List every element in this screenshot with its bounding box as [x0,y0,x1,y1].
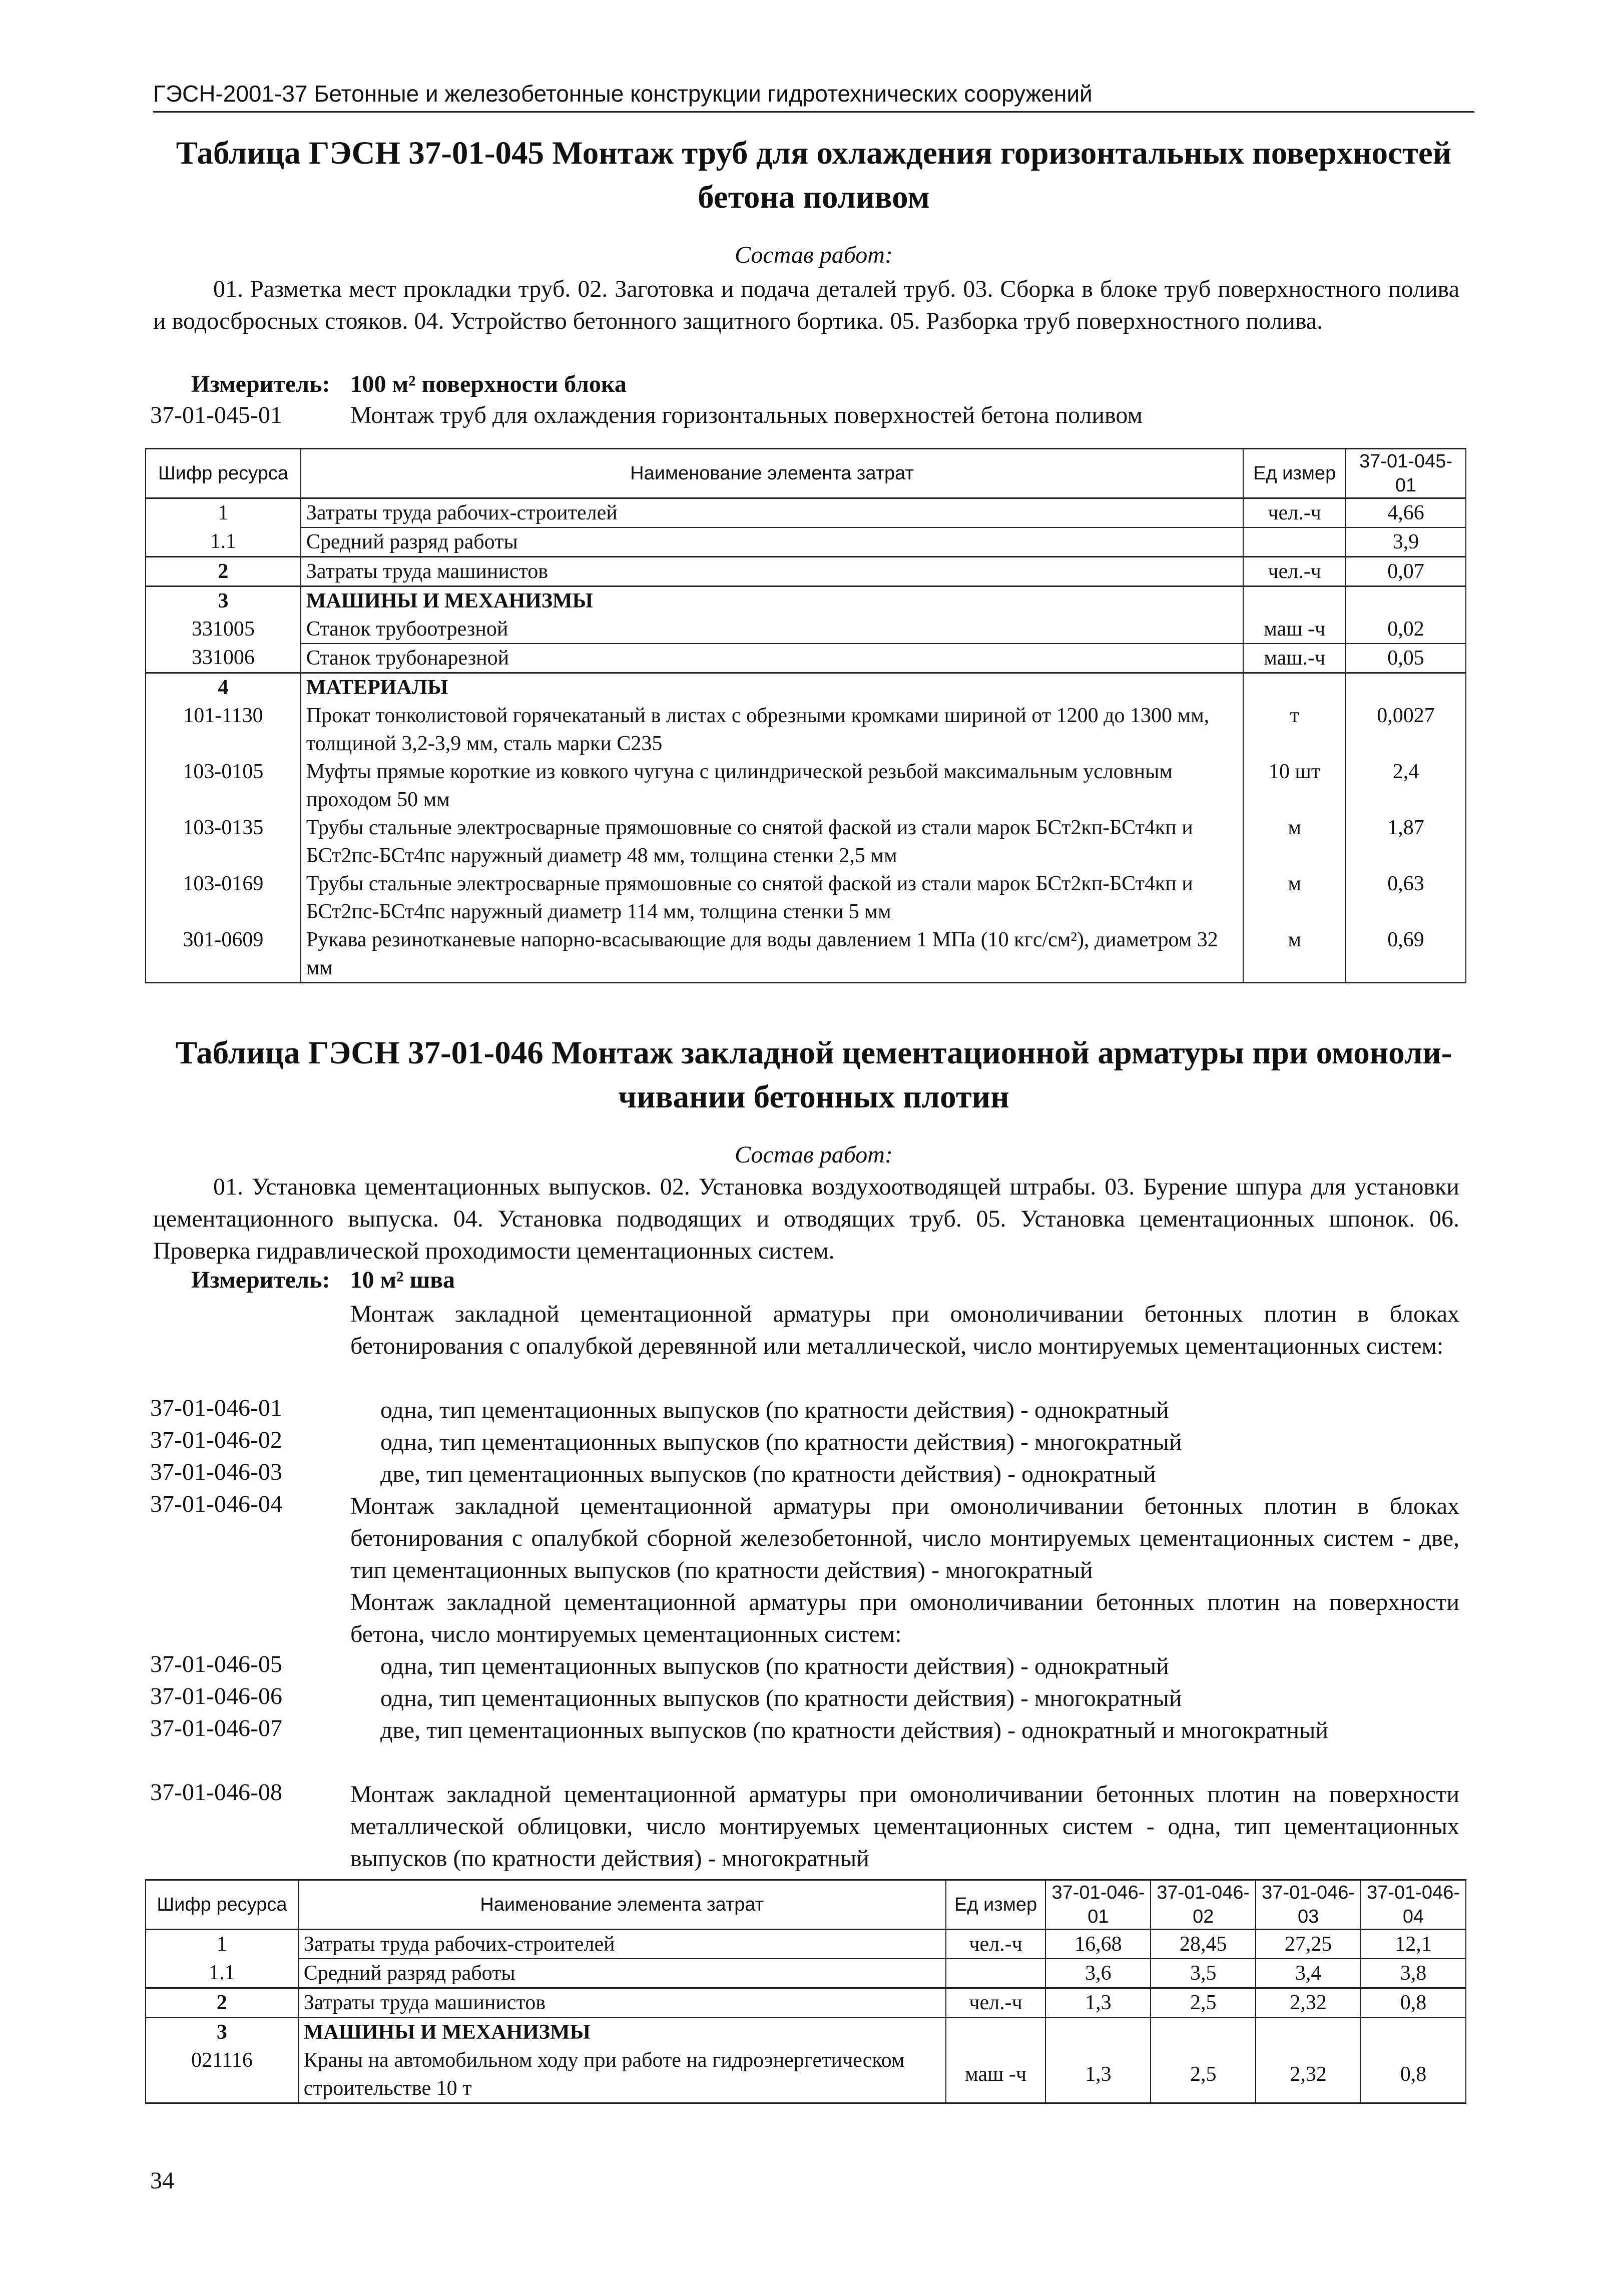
desc-046-02: одна, тип цементационных выпусков (по кратности действия) - многократный [380,1429,1182,1455]
cell-value: 3,5 [1151,1959,1256,1988]
cell-value: 0,69 [1346,926,1466,983]
table-row [146,1988,1466,2018]
code-046-05: 37-01-046-05 [150,1651,282,1677]
table-045-title-line1: Таблица ГЭСН 37-01-045 Монтаж труб для охлаждения горизонтальных поверхностей [176,135,1452,171]
table-row [146,1930,1466,1959]
cell-name: Станок трубонарезной [301,644,1243,673]
desc-046-03: две, тип цементационных выпусков (по кратности действия) - однократный [380,1461,1156,1487]
cell-unit: чел.-ч [946,1930,1046,1959]
cell-unit: чел.-ч [1243,498,1346,528]
cell-value: 1,3 [1045,1988,1151,2018]
cell-code: 1.1 [146,1959,298,1988]
t2-izmeritel [191,1266,455,1294]
code-046-08: 37-01-046-08 [150,1779,282,1806]
cell-unit: м [1243,926,1346,983]
t2-sostav-text: 01. Установка цементационных выпусков. 02. Установка воздухоотводящей штрабы. 03. Бурение шпура для установки цементационного выпуска. 04. Установка подводящих и отводящих труб. 05. Установка цементационных шпонок. 06. Проверка гидравлической проходимости цементационных систем. [153,1174,1459,1264]
cell-unit: м [1243,870,1346,926]
cell-value: 0,05 [1346,644,1466,673]
cell-name: Средний разряд работы [301,527,1243,557]
col-046-04-header: 37-01-046-04 [1361,1880,1466,1930]
cell-code: 331006 [146,644,301,673]
table-046-title-line1: Таблица ГЭСН 37-01-046 Монтаж закладной цементационной арматуры при омоноли- [175,1035,1452,1071]
cell-value: 16,68 [1045,1930,1151,1959]
cell-value: 28,45 [1151,1930,1256,1959]
table-row [146,557,1466,587]
cell-unit: м [1243,814,1346,870]
code-046-07: 37-01-046-07 [150,1715,282,1742]
desc-046-04: Монтаж закладной цементационной арматуры при омоноличивании бетонных плотин в блоках бетонирования с опалубкой сборной железобетонной, число монтируемых цементационных систем - две, тип цементационных выпусков (по кратности действия) - многократный [350,1493,1459,1583]
cell-value: 0,8 [1361,1988,1466,2018]
cell-unit: чел.-ч [946,1988,1046,2018]
section-heading: МАШИНЫ И МЕХАНИЗМЫ [298,2018,946,2047]
col-name-header: Наименование элемента затрат [298,1880,946,1930]
cell-value: 0,0027 [1346,702,1466,758]
table-row [146,1959,1466,1988]
table-row [146,926,1466,983]
cell-value: 2,32 [1256,2046,1361,2103]
cell-code: 1.1 [146,527,301,557]
cell-code: 103-0169 [146,870,301,926]
cell-value: 0,07 [1346,557,1466,587]
col-unit-header: Ед измер [946,1880,1046,1930]
code-046-01: 37-01-046-01 [150,1395,282,1421]
cell-unit [1243,587,1346,616]
cell-name: Краны на автомобильном ходу при работе на гидроэнергетическом строительстве 10 т [298,2046,946,2103]
table-row [146,615,1466,644]
t1-code-desc: Монтаж труб для охлаждения горизонтальных поверхностей бетона поливом [350,402,1143,428]
table-046 [145,1879,1466,2104]
header-rule [153,111,1474,113]
cell-unit: маш.-ч [1243,644,1346,673]
t2-intro1: Монтаж закладной цементационной арматуры при омоноличивании бетонных плотин в блоках бетонирования с опалубкой деревянной или металлической, число монтируемых цементационных систем: [350,1301,1459,1359]
cell-code: 021116 [146,2046,298,2103]
table-row [146,702,1466,758]
table-row [146,644,1466,673]
table-045 [145,448,1466,983]
col-code-header: Шифр ресурса [146,1880,298,1930]
section-row [146,673,1466,702]
cell-value [1256,2018,1361,2047]
code-046-03: 37-01-046-03 [150,1459,282,1485]
col-046-03-header: 37-01-046-03 [1256,1880,1361,1930]
cell-code: 103-0105 [146,758,301,814]
cell-code: 301-0609 [146,926,301,983]
cell-unit: маш -ч [946,2046,1046,2103]
cell-name: Трубы стальные электросварные прямошовные со снятой фаской из стали марок БСт2кп-БСт4кп и БСт2пс-БСт4пс наружный диаметр 48 мм, толщина стенки 2,5 мм [301,814,1243,870]
t1-sostav-text: 01. Разметка мест прокладки труб. 02. Заготовка и подача деталей труб. 03. Сборка в блоке труб поверхностного полива и водосбросных стояков. 04. Устройство бетонного защитного бортика. 05. Разборка труб поверхностного полива. [153,276,1459,334]
cell-name: Трубы стальные электросварные прямошовные со снятой фаской из стали марок БСт2кп-БСт4кп и БСт2пс-БСт4пс наружный диаметр 114 мм, толщина стенки 5 мм [301,870,1243,926]
cell-value: 4,66 [1346,498,1466,528]
t2-intro2: Монтаж закладной цементационной арматуры при омоноличивании бетонных плотин на поверхности бетона, число монтируемых цементационных систем: [350,1589,1459,1647]
cell-value: 2,32 [1256,1988,1361,2018]
cell-value [1361,2018,1466,2047]
cell-unit [946,1959,1046,1988]
cell-name: Прокат тонколистовой горячекатаный в листах с обрезными кромками шириной от 1200 до 1300 мм, толщиной 3,2-3,9 мм, сталь марки С235 [301,702,1243,758]
cell-name: Затраты труда машинистов [298,1988,946,2018]
col-name-header: Наименование элемента затрат [301,449,1243,498]
cell-code: 3 [146,587,301,616]
cell-code: 101-1130 [146,702,301,758]
desc-046-05: одна, тип цементационных выпусков (по кратности действия) - однократный [380,1653,1169,1679]
cell-value: 0,02 [1346,615,1466,644]
cell-unit: чел.-ч [1243,557,1346,587]
cell-value [1045,2018,1151,2047]
cell-code: 4 [146,673,301,702]
table-045-title [153,131,1474,219]
cell-code: 2 [146,557,301,587]
cell-code: 1 [146,1930,298,1959]
t1-sostav-label: Состав работ: [735,242,893,268]
desc-046-01: одна, тип цементационных выпусков (по кратности действия) - однократный [380,1397,1169,1423]
t1-code: 37-01-045-01 [150,402,282,428]
table-row [146,870,1466,926]
cell-unit [1243,527,1346,557]
table-row [146,2046,1466,2103]
cell-unit: маш -ч [1243,615,1346,644]
code-046-02: 37-01-046-02 [150,1427,282,1453]
cell-value: 0,63 [1346,870,1466,926]
desc-046-06: одна, тип цементационных выпусков (по кратности действия) - многократный [380,1685,1182,1711]
col-046-01-header: 37-01-046-01 [1045,1880,1151,1930]
t1-izmeritel [191,370,627,398]
t2-sostav-label: Состав работ: [735,1141,893,1168]
table-row [146,527,1466,557]
section-row [146,2018,1466,2047]
cell-unit [1243,673,1346,702]
cell-name: Рукава резинотканевые напорно-всасывающие для воды давлением 1 МПа (10 кгс/см²), диаметром 32 мм [301,926,1243,983]
cell-code: 2 [146,1988,298,2018]
cell-code: 331005 [146,615,301,644]
col-unit-header: Ед измер [1243,449,1346,498]
cell-value: 1,3 [1045,2046,1151,2103]
t2-izmeritel-label: Измеритель: [191,1267,330,1293]
cell-value: 3,8 [1361,1959,1466,1988]
col-046-02-header: 37-01-046-02 [1151,1880,1256,1930]
t1-izmeritel-label: Измеритель: [191,371,330,397]
cell-value [1151,2018,1256,2047]
table-046-header [146,1880,1466,1930]
cell-value: 2,5 [1151,1988,1256,2018]
desc-046-08: Монтаж закладной цементационной арматуры при омоноличивании бетонных плотин на поверхности металлической облицовки, число монтируемых цементационных систем - одна, тип цементационных выпусков (по кратности действия) - многократный [350,1781,1459,1872]
table-row [146,498,1466,528]
cell-value: 12,1 [1361,1930,1466,1959]
cell-name: Станок трубоотрезной [301,615,1243,644]
cell-name: Затраты труда рабочих-строителей [298,1930,946,1959]
table-row [146,758,1466,814]
t2-izmeritel-value: 10 м² шва [350,1267,455,1293]
section-heading: МАШИНЫ И МЕХАНИЗМЫ [301,587,1243,616]
cell-value: 3,6 [1045,1959,1151,1988]
cell-value: 3,9 [1346,527,1466,557]
cell-code: 103-0135 [146,814,301,870]
cell-value [1346,673,1466,702]
cell-value: 2,4 [1346,758,1466,814]
cell-value: 2,5 [1151,2046,1256,2103]
section-row [146,587,1466,616]
section-heading: МАТЕРИАЛЫ [301,673,1243,702]
table-045-header [146,449,1466,498]
running-header: ГЭСН-2001-37 Бетонные и железобетонные конструкции гидротехнических сооружений [153,81,1093,107]
cell-name: Муфты прямые короткие из ковкого чугуна с цилиндрической резьбой максимальным условным проходом 50 мм [301,758,1243,814]
table-045-title-line2: бетона поливом [698,179,930,215]
table-046-title-line2: чивании бетонных плотин [618,1079,1009,1115]
cell-code: 1 [146,498,301,528]
col-code-header: Шифр ресурса [146,449,301,498]
cell-value [1346,587,1466,616]
cell-name: Затраты труда рабочих-строителей [301,498,1243,528]
cell-unit [946,2018,1046,2047]
table-row [146,814,1466,870]
cell-value: 0,8 [1361,2046,1466,2103]
cell-value: 3,4 [1256,1959,1361,1988]
cell-name: Средний разряд работы [298,1959,946,1988]
cell-unit: т [1243,702,1346,758]
code-046-06: 37-01-046-06 [150,1683,282,1709]
cell-code: 3 [146,2018,298,2047]
desc-046-07: две, тип цементационных выпусков (по кратности действия) - однократный и многократный [380,1717,1329,1744]
table-046-title [153,1031,1474,1119]
cell-unit: 10 шт [1243,758,1346,814]
page-number: 34 [150,2167,174,2194]
cell-name: Затраты труда машинистов [301,557,1243,587]
code-046-04: 37-01-046-04 [150,1491,282,1517]
t1-izmeritel-value: 100 м² поверхности блока [350,371,627,397]
cell-value: 1,87 [1346,814,1466,870]
col-value-header: 37-01-045-01 [1346,449,1466,498]
cell-value: 27,25 [1256,1930,1361,1959]
